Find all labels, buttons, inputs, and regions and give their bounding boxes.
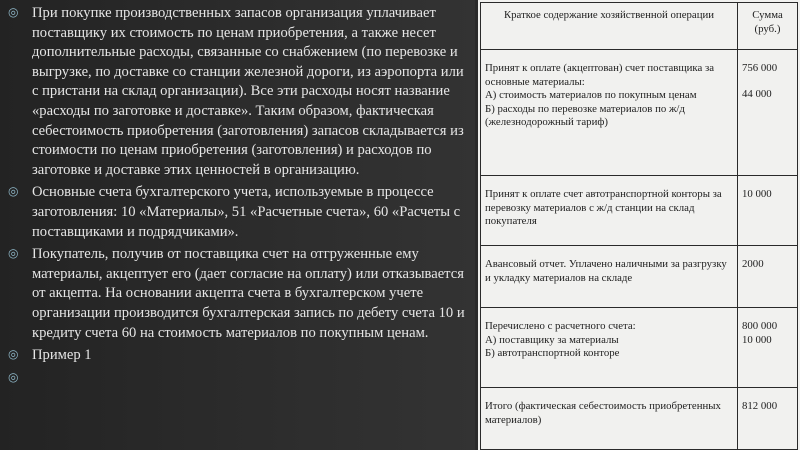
table-row [481, 308, 798, 388]
table-row-total [481, 388, 798, 450]
row-amount: 756 000 44 000 [738, 50, 798, 176]
bullet-paragraph-3: ◎ Покупатель, получив от поставщика счет на отгруженные ему материалы, акцептует его (дает согласие на оплату) или отказывается от акцепта. На основании акцепта счета в бухгалтерском учете организации производится бухгалтерская запись по дебету счета 10 и кредиту счета 60 на стоимость материалов по покупным ценам. [8, 246, 465, 341]
table-header [481, 3, 798, 50]
row-description: Авансовый отчет. Уплачено наличными за разгрузку и укладку материалов на складе [481, 246, 738, 308]
row-amount: 2000 [738, 246, 798, 308]
bullet-empty [8, 369, 468, 383]
table-row [481, 176, 798, 246]
bullet-icon: ◎ [8, 369, 19, 384]
header-description: Краткое содержание хозяйственной операции [481, 3, 738, 50]
row-amount: 812 000 [738, 388, 798, 450]
operations-table [480, 2, 798, 450]
row-amount: 10 000 [738, 176, 798, 246]
row-amount: 800 000 10 000 [738, 308, 798, 388]
bullet-paragraph-2: ◎ Основные счета бухгалтерского учета, используемые в процессе заготовления: 10 «Материалы», 51 «Расчетные счета», 60 «Расчеты с поставщиками и подрядчиками». [8, 184, 461, 240]
bullet-paragraph-1: ◎ При покупке производственных запасов организация уплачивает поставщику их стоимость по ценам приобретения, а также несет дополнительные расходы, связанные со снабжением (по перевозке и выгрузке, по доставке со станции железной дороги, из аэропорта или с пристани на склад организации). Все эти расходы носят название «расходы по заготовке и доставке». Таким образом, фактическая себестоимость приобретения (заготовления) запасов складывается из стоимости по ценам приобретения (заготовления) и расходов по заготовке и доставке этих ценностей в организацию. [8, 5, 464, 178]
row-description: Принят к оплате (акцептован) счет поставщика за основные материалы: А) стоимость материалов по покупным ценам Б) расходы по перевозке материалов по ж/д (железнодорожный тариф) [481, 50, 738, 176]
table-row [481, 50, 798, 176]
table-row [481, 246, 798, 308]
header-sum: Сумма (руб.) [738, 3, 798, 50]
table-panel [478, 0, 800, 450]
bullet-icon: ◎ [8, 184, 19, 199]
row-description: Принят к оплате счет автотранспортной конторы за перевозку материалов с ж/д станции на склад покупателя [481, 176, 738, 246]
row-description: Перечислено с расчетного счета: А) поставщику за материалы Б) автотранспортной конторе [481, 308, 738, 388]
bullet-icon: ◎ [8, 246, 19, 261]
bullet-paragraph-4: ◎ Пример 1 [8, 347, 92, 364]
bullet-list [8, 4, 468, 386]
row-description: Итого (фактическая себестоимость приобретенных материалов) [481, 388, 738, 450]
bullet-icon: ◎ [8, 5, 19, 19]
bullet-icon: ◎ [8, 347, 19, 362]
